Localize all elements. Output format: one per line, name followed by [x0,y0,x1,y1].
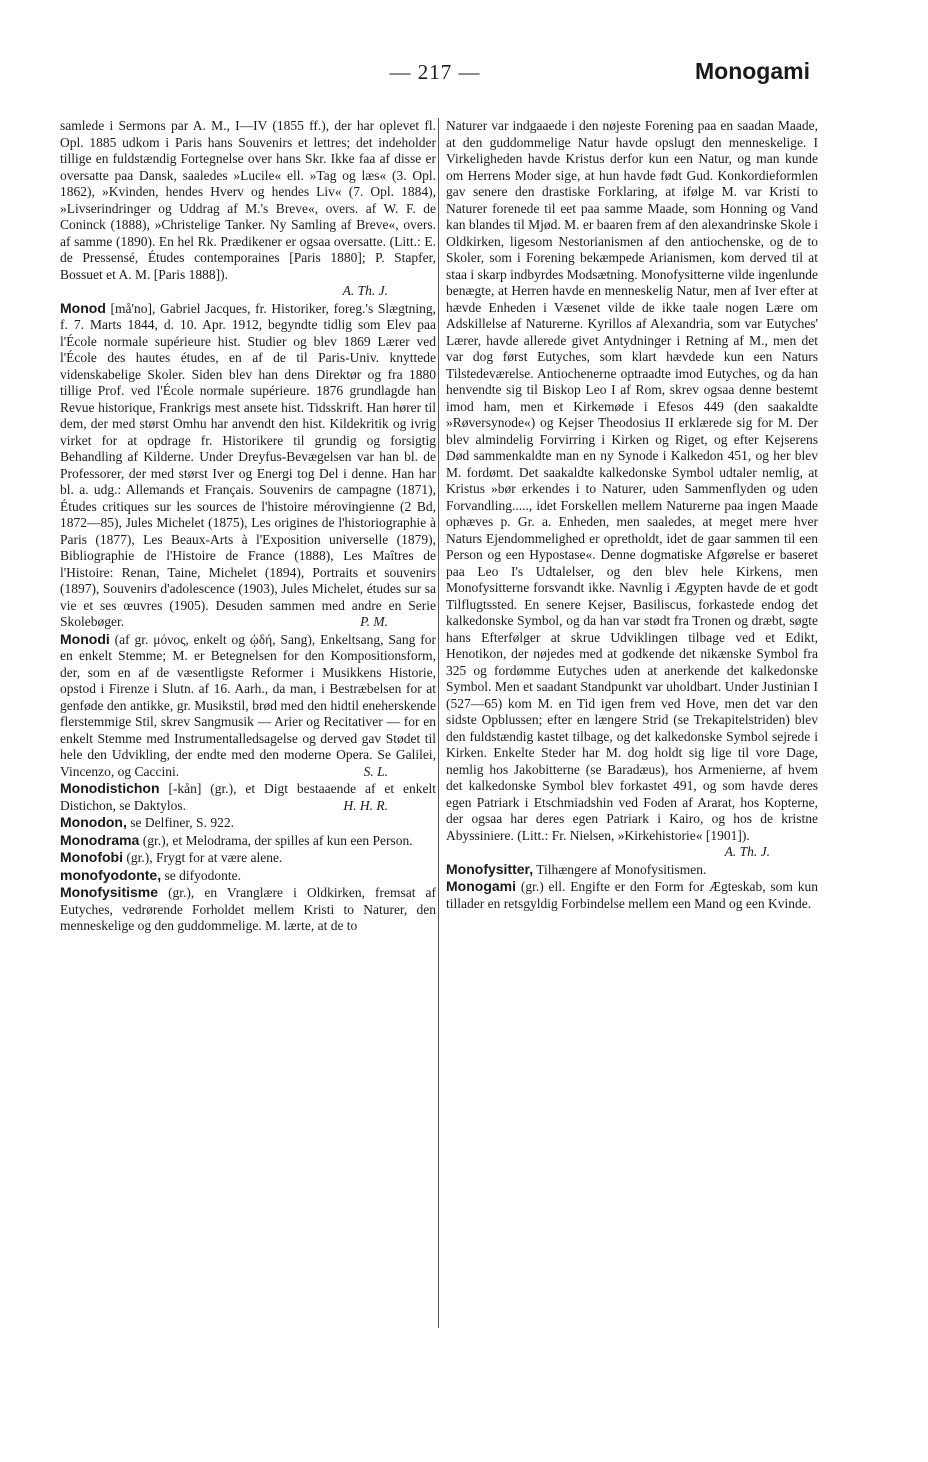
headword: Monod [60,299,106,316]
headword: Monodon, [60,814,127,830]
entry-body: (gr.), Frygt for at være alene. [126,850,283,865]
entry-body: samlede i Sermons par A. M., I—IV (1855 ff.), der har oplevet fl. Opl. 1885 udkom i Paris hans Souvenirs et lettres; det indeholder tillige en fuldstændig Fortegnelse over hans Skr. Ikke faa af disse er oversatte paa Dansk, saaledes »Lucile« ell. »Tag og læs« (3. Opl. 1862), »Kvinden, hendes Hverv og hendes Liv« (7. Opl. 1884), »Livserindringer og Uddrag af M.'s Breve«, overs. af W. F. de Coninck (1888), »Christelige Tanker. Ny Samling af Breve«, overs. af samme (1890). En hel Rk. Prædikener er ogsaa oversatte. (Litt.: E. de Pressensé, Études contemporaines [Paris 1880]; P. Stapfer, Bossuet et A. M. [Paris 1888]). [60,118,436,282]
entry-body: (gr.), en Vranglære i Oldkirken, fremsat af Eutyches, vedrørende Forholdet mellem Kristi to Naturer, den menneskelige og den guddommelige. M. lærte, at de to [60,885,437,933]
entry-body: Naturer var indgaaede i den nøjeste Forening paa en saadan Maade, at den guddommelige Natur havde opslugt den menneskelige. I Virkeligheden havde Kristus derfor kun een Natur, og man kunde om Herrens Moder sige, at hun havde født Gud. Konkordieformlen gav senere den drastiske Forklaring, at ifølge M. var Kristi to Naturer forenede til eet paa samme Maade, som Honning og Vand kan blandes til Mjød. M. er baaren frem af den alexandrinske Skole i Oldkirken, ligesom Nestorianismen af den antiochenske, og de to Skoler, som i Forening bekæmpede Arianismen, kom derved til at staa i skarp indbyrdes Modsætning. Monofysitterne vilde ingenlunde benægte, at Herren havde en menneskelig Natur, men af Iver efter at hævde Enheden i Væsenet vilde de ikke taale nogen Lære om Adskillelse af Naturerne. Kyrillos af Alexandria, som var Eutyches' Lærer, havde allerede givet Antydninger i Retning af M., men det var dog først Eutyches, som klart hævdede kun een Naturs Tilstedeværelse. Antiochenerne optraadte imod Eutyches, og da han henvendte sig til Biskop Leo I af Rom, skrev ogsaa denne bestemt imod ham, men et Kirkemøde i Efesos 449 (den saakaldte »Røversynode«) og Kejser Theodosius II erklærede sig for M. Der blev almindelig Forvirring i Kirken og Riget, og efter Kejserens Død sammenkaldte man en ny Synode i Kalkedon 451, og her blev M. fordømt. Det saakaldte kalkedonske Symbol udtaler nemlig, at Kristus »bør erkendes i to Naturer, uden Sammenflyden og uden Forvandling....., idet Forskellen mellem Naturerne paa ingen Maade ophæves p. Gr. a. Enheden, men saaledes, at meget mere hver Naturs Ejendommelighed er opretholdt, idet de gaar sammen til een Person og een Hypostase«. Denne dogmatiske Afgørelse er baseret paa Leo I's Udtalelser, og den blev hele Kirkens, men Monofysitterne forsvandt ikke. Navnlig i Ægypten havde de et godt Tilflugtssted. En senere Kejser, Basiliscus, forkastede endog det kalkedonske Symbol, og da han var stødt fra Tronen og dræbt, søgte hans Efterfølger at skrue Udviklingen tilbage ved et Edikt, Henotikon, der nøjedes med at godkende det nikænske Symbol fra 325 og fordømme Eutyches uden at anerkende det kalkedonske Symbol. Men et saadant Standpunkt var uholdbart. Under Justinian I (527—65) kom M. en Tid igen frem ved Hove, men det var den sidste Opblussen; efter en længere Strid (se Trekapitelstriden) blev den fuldstændig kastet tilbage, og det kalkedonske Symbol sejrede i Kirken. Enkelte Steder har M. dog holdt sig lige til vore Dage, nemlig hos Jakobitterne (se Baradæus), hos Armenierne, af hvem det kalkedonske Symbol blev forkastet 491, og som havde deres egen Patriark i Etschmiadshin ved Foden af Ararat, hos Kopterne, der ogsaa har deres egen Patriark i Kairo, og hos de kristne Abyssiniere. (Litt.: Fr. Nielsen, »Kirkehistorie« [1901]). [446,118,818,843]
entry-monodrama [60,832,436,850]
entry-body: [må'no], Gabriel Jacques, fr. Historiker, foreg.'s Slægtning, f. 7. Marts 1844, d. 10. Apr. 1912, begyndte tidlig som Elev paa l'École normale supérieure hist. Studier og blev 1869 Lærer ved l'École des hautes études, en af de til Paris-Univ. knyttede videnskabelige Skoler. Siden blev han dens Direktør og fra 1880 tillige Prof. ved l'École normale supérieure. 1876 grundlagde han Revue historique, Frankrigs mest ansete hist. Tidsskrift. Han hører til dem, der med størst Omhu har anvendt den hist. Kildekritik og ivrig virket for at opdrage fr. Historikere til grundig og forsigtig Behandling af Kilderne. Under Dreyfus-Bevægelsen var han bl. de Professorer, der med størst Iver og Energi tog Del i denne. Han har bl. a. udg.: Allemands et Français. Souvenirs de campagne (1871), Études critiques sur les sources de l'histoire mérovingienne (2 Bd, 1872—85), Jules Michelet (1875), Les origines de l'historiographie à Paris (1877), Les Beaux-Arts à l'Exposition universelle (1879), Bibliographie de l'Histoire de France (1888), Les Maîtres de l'Histoire: Renan, Taine, Michelet (1894), Portraits et souvenirs (1897), Souvenirs d'adolescence (1903), Jules Michelet, études sur sa vie et ses œuvres (1905). Desuden sammen med andre en Serie Skolebøger. [60,300,437,629]
left-column [60,118,436,935]
entry-monofobi [60,849,436,867]
headword: monofyodonte, [60,866,162,883]
headword: Monofysitter, [446,860,534,877]
entry-body: (gr.), et Melodrama, der spilles af kun een Person. [142,832,413,848]
headword: Monogami [446,878,516,894]
entry-body: (af gr. μόνος, enkelt og ᾠδή, Sang), Enkeltsang, Sang for en enkelt Stemme; M. er Betegnelsen for den Kompositionsform, der, som en af de væsentligste Reformer i Musikkens Historie, opstod i Firenze i Slutn. af 16. Aarh., da man, i Bestræbelsen for at genføde den antikke, gr. Musikstil, brød med den hidtil eneherskende flerstemmige Stil, skrev Sangmusik — Arier og Recitativer — for en enkelt Stemme med Instrumentalledsagelse og derved gav Stødet til hele den Udvikling, der endte med den moderne Opera. Se Galilei, Vincenzo, og Caccini. [60,631,437,779]
author-signature: H. H. R. [343,797,388,813]
entry-body: se difyodonte. [164,867,241,883]
right-column [446,118,818,912]
entry-body: Tilhængere af Monofysitismen. [536,861,707,877]
entry-body: se Delfiner, S. 922. [130,815,234,830]
entry-monofysitisme [60,884,436,935]
entry-body: [-kån] (gr.), et Digt bestaaende af et enkelt Distichon, se Daktylos. [60,781,436,813]
headword: Monofobi [60,849,123,865]
column-divider [438,118,439,1328]
entry-monod [60,300,436,631]
headword: Monodi [60,630,110,647]
entry-body: (gr.) ell. Engifte er den Form for Ægteskab, som kun tillader en retsgyldig Forbindelse mellem een Mand og een Kvinde. [446,879,818,911]
entry-monofysitter [446,861,818,879]
page-number: — 217 — [389,60,481,84]
headword: Monofysitisme [60,884,159,900]
page-header [60,60,810,90]
entry-monodi [60,631,436,781]
entry-monofysitisme-continued [446,118,818,861]
running-head: Monogami [695,58,810,84]
author-signature: P. M. [360,614,388,629]
headword: Monodrama [60,831,140,848]
entry-monod-bossuet-continued [60,118,436,300]
author-signature: S. L. [363,763,388,779]
entry-monofyodonte [60,867,436,885]
author-signature: A. Th. J. [342,283,388,298]
headword: Monodistichon [60,780,160,796]
author-signature: A. Th. J. [724,844,770,859]
entry-monodon [60,814,436,832]
entry-monogami [446,878,818,912]
entry-monodistichon [60,780,436,814]
